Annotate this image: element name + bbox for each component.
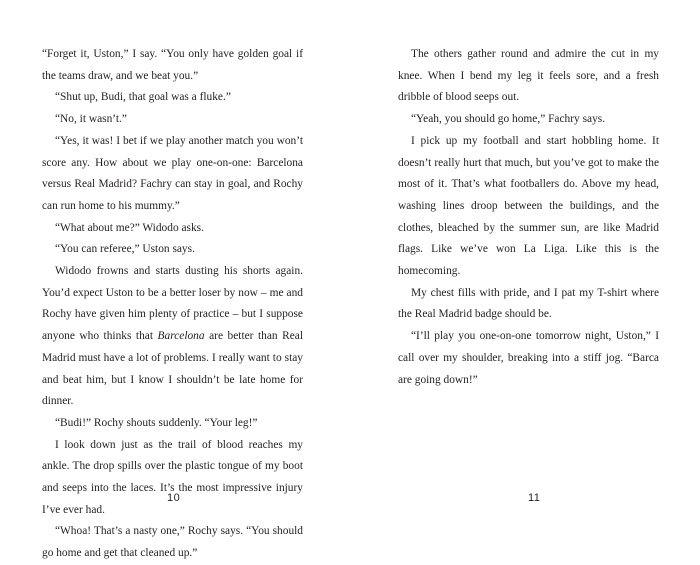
italic-text: Barcelona (157, 330, 205, 343)
paragraph: “I’ll play you one-on-one tomorrow night, Uston,” I call over my shoulder, breaking into a stiff jog. “Barca are going down!” (398, 330, 659, 386)
paragraph: “Whoa! That’s a nasty one,” Rochy says. “You should go home and get that cleaned up.” (42, 525, 303, 560)
paragraph: “What about me?” Widodo asks. (55, 221, 204, 234)
right-page-body (398, 44, 659, 391)
left-page-body (42, 44, 303, 565)
paragraph: “You can referee,” Uston says. (55, 243, 195, 256)
right-page (350, 0, 700, 533)
paragraph-text: are better than Real Madrid must have a lot of problems. I really want to stay and beat him, but I know I shouldn’t be late home for dinner. (42, 330, 303, 408)
paragraph (42, 261, 303, 413)
paragraph: The others gather round and admire the cut in my knee. When I bend my leg it feels sore, and a fresh dribble of blood seeps out. (398, 48, 659, 104)
paragraph-text: Widodo frowns and starts dusting his shorts again. You’d expect Uston to be a better loser by now – me and Rochy have given him plenty of practice – but I suppose anyone who thinks that (42, 265, 303, 343)
left-page (0, 0, 350, 560)
paragraph: “Budi!” Rochy shouts suddenly. “Your leg!” (55, 416, 258, 429)
page-number: 10 (167, 492, 181, 504)
paragraph: “Yes, it was! I bet if we play another match you won’t score any. How about we play one-on-one: Barcelona versus Real Madrid? Fachry can stay in goal, and Rochy can run home to his mummy.” (42, 134, 303, 212)
paragraph: “Yeah, you should go home,” Fachry says. (411, 113, 606, 126)
paragraph: “No, it wasn’t.” (55, 113, 127, 126)
paragraph: I pick up my football and start hobbling home. It doesn’t really hurt that much, but you’ve got to make the most of it. That’s what footballers do. Above my head, washing lines droop between the buildings, and the clothes, bleached by the summer sun, are like Madrid flags. Like we’ve won La Liga. Like this is the homecoming. (398, 134, 659, 278)
page-number: 11 (528, 492, 541, 504)
paragraph: I look down just as the trail of blood reaches my ankle. The drop spills over the plastic tongue of my boot and seeps into the laces. It’s the most impressive injury I’ve ever had. (42, 438, 303, 516)
paragraph: “Shut up, Budi, that goal was a fluke.” (55, 91, 231, 104)
paragraph: My chest fills with pride, and I pat my T-shirt where the Real Madrid badge should be. (398, 286, 659, 321)
paragraph: “Forget it, Uston,” I say. “You only have golden goal if the teams draw, and we beat you.” (42, 48, 303, 82)
